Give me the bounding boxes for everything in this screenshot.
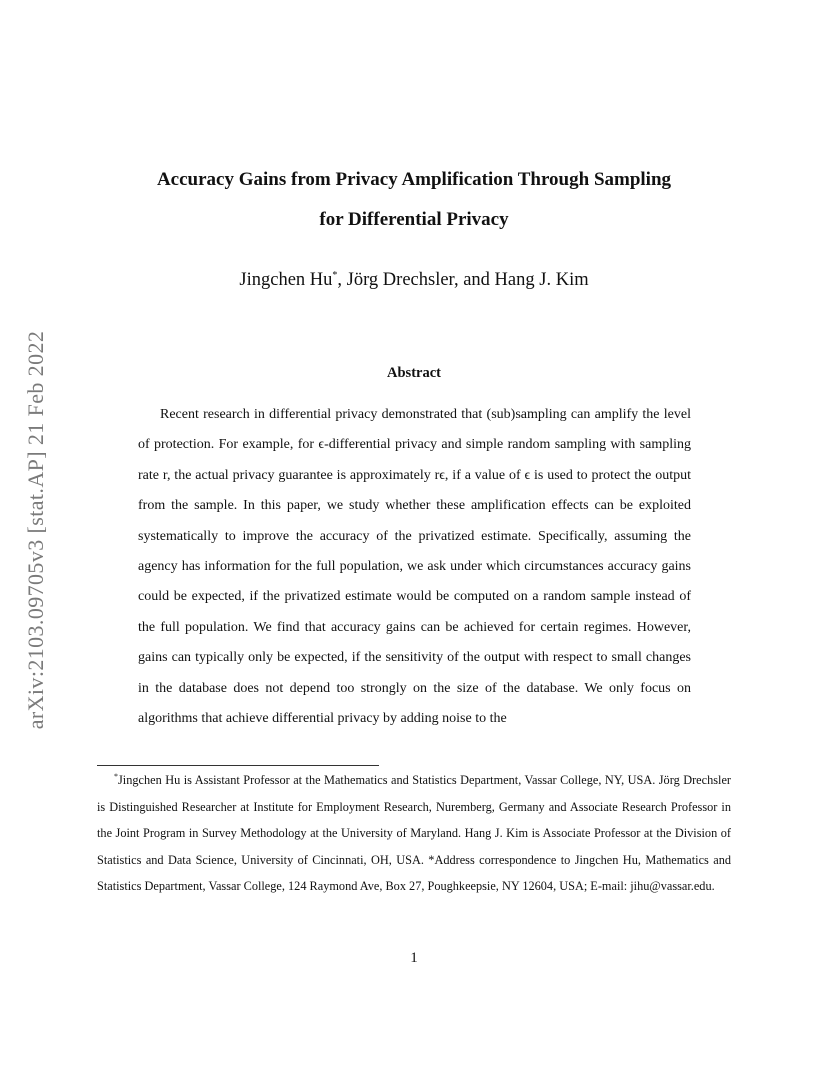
- abstract-heading: Abstract: [387, 365, 441, 381]
- paper-title: [96, 160, 732, 240]
- paper-title-line-2: for Differential Privacy: [319, 209, 509, 230]
- author-name-1: Jingchen Hu: [239, 270, 333, 291]
- author-footnote: [97, 764, 731, 900]
- author-footnote-mark: *: [332, 270, 338, 281]
- author-list: [96, 270, 732, 291]
- page-number: 1: [410, 950, 418, 966]
- abstract-body: Recent research in differential privacy demonstrated that (sub)sampling can amplify the level of protection. For example, for ϵ-differential privacy and simple random sampling with sampling rate r, the actual privacy guarantee is approximately rϵ, if a value of ϵ is used to protect the output from the sample. In this paper, we study whether these amplification effects can be exploited systematically to improve the accuracy of the privatized estimate. Specifically, assuming the agency has information for the full population, we ask under which circumstances accuracy gains could be expected, if the privatized estimate would be computed on a random sample instead of the full population. We find that accuracy gains can be achieved for certain regimes. However, gains can typically only be expected, if the sensitivity of the output with respect to small changes in the database does not depend too strongly on the size of the database. We only focus on algorithms that achieve differential privacy by adding noise to the: [138, 407, 691, 727]
- footnote-mark: *: [114, 772, 118, 781]
- footnote-text: Jingchen Hu is Assistant Professor at the Mathematics and Statistics Department, Vassar College, NY, USA. Jörg Drechsler is Distinguished Researcher at Institute for Employment Research, Nuremberg, Germany and Associate Research Professor in the Joint Program in Survey Methodology at the University of Maryland. Hang J. Kim is Associate Professor at the Division of Statistics and Data Science, University of Cincinnati, OH, USA. *Address correspondence to Jingchen Hu, Mathematics and Statistics Department, Vassar College, 124 Raymond Ave, Box 27, Poughkeepsie, NY 12604, USA; E-mail: jihu@vassar.edu.: [97, 773, 731, 894]
- paper-title-line-1: Accuracy Gains from Privacy Amplification Through Sampling: [156, 169, 672, 190]
- author-names-rest: , Jörg Drechsler, and Hang J. Kim: [337, 270, 589, 291]
- arxiv-identifier-stamp: arXiv:2103.09705v3 [stat.AP] 21 Feb 2022: [23, 330, 48, 730]
